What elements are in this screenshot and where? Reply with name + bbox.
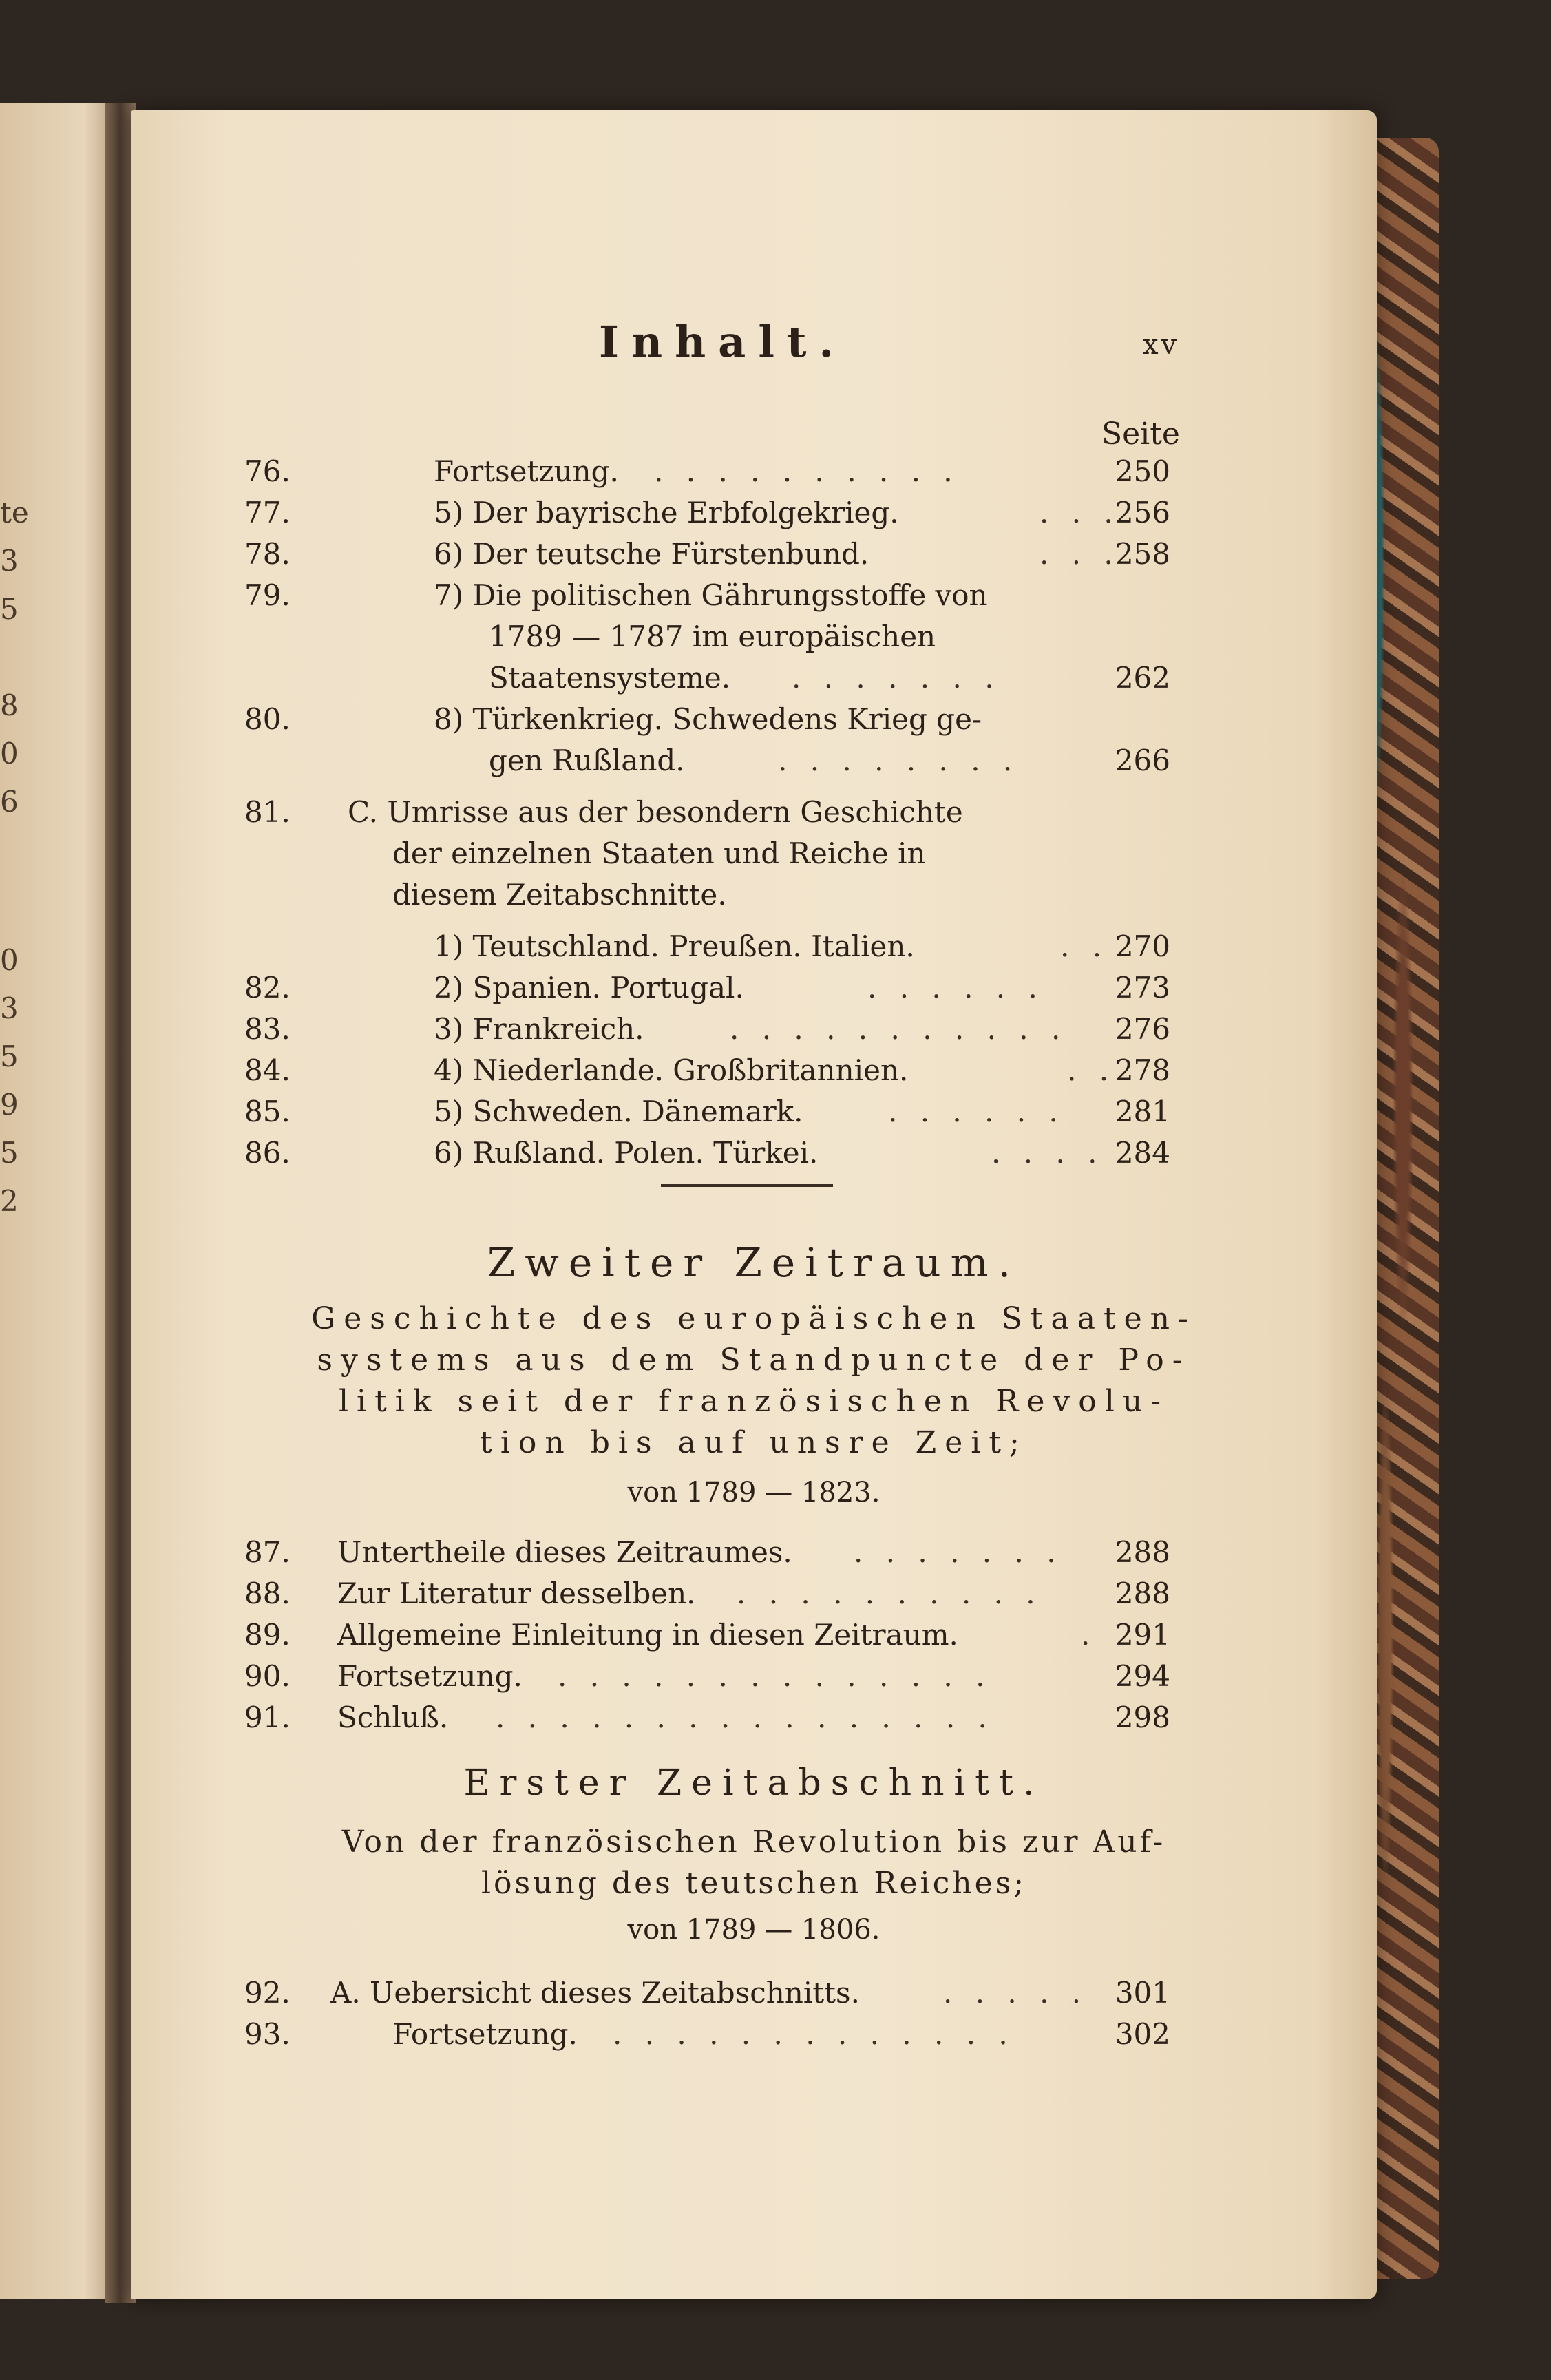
leader-dots: . . . . . . . . . . .: [730, 1012, 1068, 1046]
entry-page: 262: [1115, 661, 1170, 695]
entry-text: Allgemeine Einleitung in diesen Zeitraum.: [337, 1618, 958, 1652]
section-heading-line: C. Umrisse aus der besondern Geschichte: [348, 795, 963, 829]
subperiod-subtitle-line: lösung des teutschen Reiches;: [481, 1866, 1027, 1901]
entry-text: 6) Rußland. Polen. Türkei.: [434, 1136, 819, 1170]
period-subtitle-line: systems aus dem Standpuncte der Po-: [317, 1342, 1191, 1378]
entry-number: 91.: [244, 1700, 291, 1734]
entry-number: 80.: [244, 702, 291, 736]
left-fragment: 5: [0, 592, 19, 626]
toc-row: [131, 454, 1377, 496]
entry-page: 288: [1115, 1535, 1170, 1569]
toc-row: [131, 537, 1377, 578]
leader-dots: . . . . . . . . . .: [654, 454, 960, 488]
entry-text: 2) Spanien. Portugal.: [434, 971, 744, 1004]
subperiod-title: Erster Zeitabschnitt.: [463, 1762, 1044, 1804]
toc-row: [131, 578, 1377, 620]
toc-row: [131, 1700, 1377, 1742]
toc-row: [131, 1012, 1377, 1053]
seite-label: Seite: [1101, 417, 1180, 452]
entry-text: 5) Schweden. Dänemark.: [434, 1095, 803, 1128]
entry-number: 92.: [244, 1976, 291, 2010]
leader-dots: . . . .: [991, 1136, 1104, 1170]
entry-text: 8) Türkenkrieg. Schwedens Krieg ge-: [434, 702, 982, 736]
leader-dots: . .: [1067, 1053, 1116, 1087]
entry-text: 6) Der teutsche Fürstenbund.: [434, 537, 869, 571]
toc-row: [131, 1976, 1377, 2017]
leader-dots: . . . . . . . . . . . . . . . .: [496, 1700, 994, 1734]
toc-row: [131, 929, 1377, 971]
leader-dots: .: [1081, 1618, 1097, 1652]
entry-number: 82.: [244, 971, 291, 1004]
toc-row: [131, 2017, 1377, 2058]
toc-row: [131, 1535, 1377, 1577]
entry-text: Fortsetzung.: [434, 454, 619, 488]
leader-dots: . . . . . .: [867, 971, 1044, 1004]
entry-page: 288: [1115, 1577, 1170, 1610]
entry-text: Schluß.: [337, 1700, 449, 1734]
leader-dots: . . . . . . . . . . . . .: [613, 2017, 1015, 2051]
leader-dots: . . . . . . . . . .: [737, 1577, 1042, 1610]
leader-dots: . . . . . . . .: [778, 744, 1020, 777]
entry-number: 79.: [244, 578, 291, 612]
entry-page: 302: [1115, 2017, 1170, 2051]
entry-number: 90.: [244, 1659, 291, 1693]
entry-number: 87.: [244, 1535, 291, 1569]
entry-page: 266: [1115, 744, 1170, 777]
toc-row: [131, 1618, 1377, 1659]
left-fragment: te: [0, 496, 29, 529]
left-fragment: 5: [0, 1136, 19, 1170]
entry-number: 93.: [244, 2017, 291, 2051]
leader-dots: . .: [1060, 929, 1109, 963]
entry-text: Untertheile dieses Zeitraumes.: [337, 1535, 792, 1569]
entry-text: Fortsetzung.: [337, 1659, 523, 1693]
subperiod-subtitle-line: Von der französischen Revolution bis zur Auf-: [341, 1824, 1166, 1860]
left-fragment: 8: [0, 688, 19, 722]
entry-number: 83.: [244, 1012, 291, 1046]
left-margin-fragments: [0, 489, 29, 1225]
entry-page: 294: [1115, 1659, 1170, 1693]
entry-number: 89.: [244, 1618, 291, 1652]
entry-text: Zur Literatur desselben.: [337, 1577, 696, 1610]
leader-dots: . . . . . . .: [792, 661, 1001, 695]
section-divider: [661, 1184, 833, 1187]
entry-continuation: 1789 — 1787 im europäischen: [489, 620, 936, 653]
toc-row: [131, 1053, 1377, 1095]
entry-text: 1) Teutschland. Preußen. Italien.: [434, 929, 915, 963]
period-subtitle-line: litik seit der französischen Revolu-: [338, 1384, 1170, 1419]
toc-row: [131, 1659, 1377, 1700]
left-fragment: 0: [0, 943, 19, 977]
toc-row: [131, 971, 1377, 1012]
period-subtitle-line: Geschichte des europäischen Staaten-: [311, 1301, 1196, 1336]
left-fragment: 3: [0, 991, 19, 1025]
section-heading-line: der einzelnen Staaten und Reiche in: [392, 836, 926, 870]
entry-number: 88.: [244, 1577, 291, 1610]
toc-row: [131, 795, 1377, 836]
entry-text: 5) Der bayrische Erbfolgekrieg.: [434, 496, 899, 529]
entry-page: 291: [1115, 1618, 1170, 1652]
book-page: [131, 110, 1377, 2299]
entry-number: 81.: [244, 795, 291, 829]
toc-row: [131, 1577, 1377, 1618]
left-fragment: 0: [0, 737, 19, 770]
entry-number: 85.: [244, 1095, 291, 1128]
period-title: Zweiter Zeitraum.: [487, 1239, 1021, 1286]
left-fragment: 9: [0, 1088, 19, 1121]
toc-row: [131, 661, 1377, 702]
entry-page: 281: [1115, 1095, 1170, 1128]
entry-text: 7) Die politischen Gährungsstoffe von: [434, 578, 988, 612]
entry-number: 77.: [244, 496, 291, 529]
entry-number: 78.: [244, 537, 291, 571]
left-fragment: 3: [0, 544, 19, 578]
toc-row: [131, 1136, 1377, 1177]
entry-page: 301: [1115, 1976, 1170, 2010]
toc-row: [131, 702, 1377, 744]
entry-page: 276: [1115, 1012, 1170, 1046]
leader-dots: . . . . .: [943, 1976, 1088, 2010]
page-title: Inhalt.: [599, 317, 847, 367]
entry-page: 270: [1115, 929, 1170, 963]
entry-continuation: Staatensysteme.: [489, 661, 731, 695]
entry-number: 76.: [244, 454, 291, 488]
entry-text: Fortsetzung.: [392, 2017, 578, 2051]
entry-page: 298: [1115, 1700, 1170, 1734]
section-heading-line: diesem Zeitabschnitte.: [392, 878, 727, 912]
left-fragment: 2: [0, 1184, 19, 1218]
left-page-edge: [0, 103, 120, 2299]
toc-row: [131, 496, 1377, 537]
page-number: xv: [1143, 329, 1180, 361]
entry-page: 250: [1115, 454, 1170, 488]
entry-number: 86.: [244, 1136, 291, 1170]
period-dates: von 1789 — 1823.: [627, 1477, 880, 1508]
toc-row: [131, 744, 1377, 785]
entry-number: 84.: [244, 1053, 291, 1087]
left-fragment: 6: [0, 785, 19, 819]
entry-page: 273: [1115, 971, 1170, 1004]
entry-page: 258: [1115, 537, 1170, 571]
leader-dots: . . . . . . . . . . . . . .: [558, 1659, 992, 1693]
leader-dots: . . .: [1040, 496, 1120, 529]
entry-page: 278: [1115, 1053, 1170, 1087]
leader-dots: . . . . . . .: [854, 1535, 1063, 1569]
period-subtitle-line: tion bis auf unsre Zeit;: [480, 1425, 1028, 1460]
subperiod-dates: von 1789 — 1806.: [627, 1914, 880, 1946]
entry-text: 3) Frankreich.: [434, 1012, 644, 1046]
entry-page: 256: [1115, 496, 1170, 529]
entry-continuation: gen Rußland.: [489, 744, 685, 777]
leader-dots: . . . . . .: [888, 1095, 1065, 1128]
toc-row: [131, 1095, 1377, 1136]
entry-text: A. Uebersicht dieses Zeitabschnitts.: [330, 1976, 860, 2010]
entry-text: 4) Niederlande. Großbritannien.: [434, 1053, 909, 1087]
entry-page: 284: [1115, 1136, 1170, 1170]
page-content: [131, 110, 1377, 2299]
leader-dots: . . .: [1040, 537, 1120, 571]
left-fragment: 5: [0, 1040, 19, 1073]
